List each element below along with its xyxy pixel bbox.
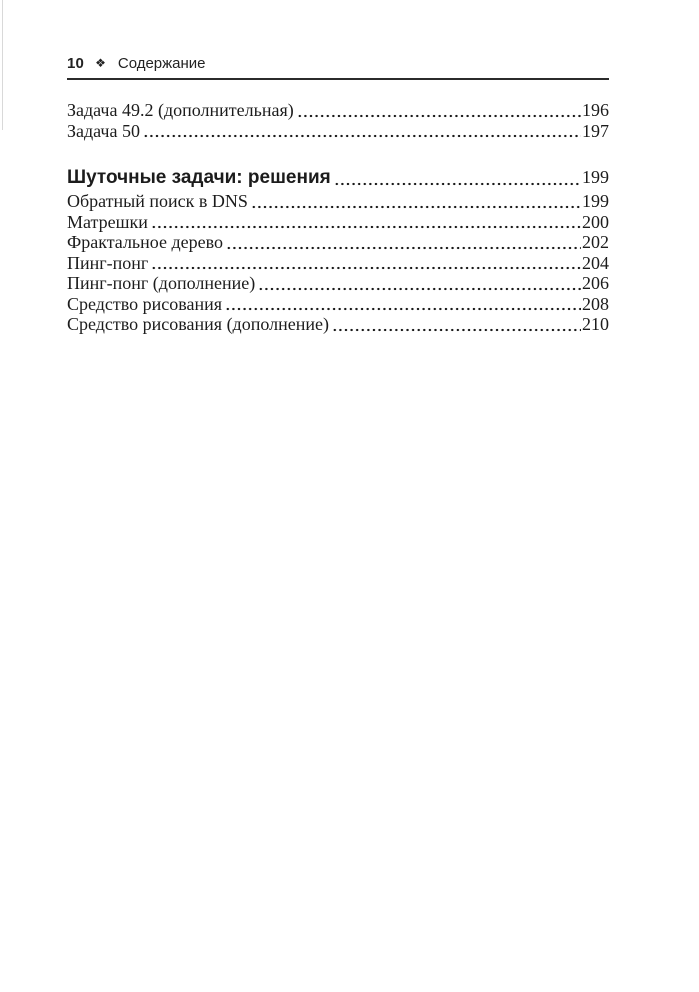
dot-leader (225, 232, 581, 253)
toc-entry (67, 314, 609, 335)
toc-entry (67, 253, 609, 274)
toc-entry-page: 199 (582, 167, 609, 187)
header-rule (67, 78, 609, 80)
toc-entry-label: Фрактальное дерево (67, 232, 223, 252)
toc-entry-page: 210 (582, 314, 609, 334)
dot-leader (224, 294, 581, 315)
toc-entry-label: Матрешки (67, 211, 148, 232)
toc-entry-label: Обратный поиск в DNS (67, 191, 248, 211)
toc-entry-label: Средство рисования (67, 293, 223, 314)
dot-leader (142, 121, 581, 142)
toc-entry-page: 204 (582, 252, 609, 273)
toc-entry-label: Задача 49.2 (дополнительная) (67, 100, 294, 120)
toc-entry-label: Пинг-понг (дополнение) (67, 273, 256, 293)
toc-entry-label: Задача 50 (67, 120, 140, 141)
toc-entry-page: 200 (582, 211, 609, 232)
dot-leader (331, 314, 581, 335)
page-edge-line (2, 0, 3, 130)
toc-entry-page: 196 (582, 100, 609, 120)
toc-entry (67, 191, 609, 212)
toc-entry (67, 121, 609, 142)
dot-leader (250, 191, 581, 212)
toc-entry (67, 100, 609, 121)
running-head-title: Содержание (117, 55, 206, 72)
table-of-contents (67, 100, 609, 335)
dot-leader (296, 100, 581, 121)
toc-entry-page: 197 (582, 120, 609, 141)
toc-entry (67, 232, 609, 253)
dot-leader (150, 212, 581, 233)
toc-entry (67, 294, 609, 315)
running-head (67, 54, 609, 74)
toc-entry-page: 208 (582, 293, 609, 314)
toc-section-heading (67, 164, 609, 191)
toc-entry (67, 273, 609, 294)
toc-entry-page: 199 (582, 191, 609, 211)
toc-entry-label: Пинг-понг (67, 252, 149, 273)
page-number: 10 (67, 55, 85, 72)
dot-leader (150, 253, 581, 274)
dot-leader (333, 164, 581, 191)
toc-entry-label: Средство рисования (дополнение) (67, 314, 329, 334)
toc-entry-page: 202 (582, 232, 609, 252)
toc-entry-label: Шуточные задачи: решения (67, 167, 331, 188)
diamond-bullet-icon: ❖ (95, 56, 106, 70)
toc-entry (67, 212, 609, 233)
dot-leader (257, 273, 581, 294)
page-content (67, 0, 609, 335)
toc-entry-page: 206 (582, 273, 609, 293)
